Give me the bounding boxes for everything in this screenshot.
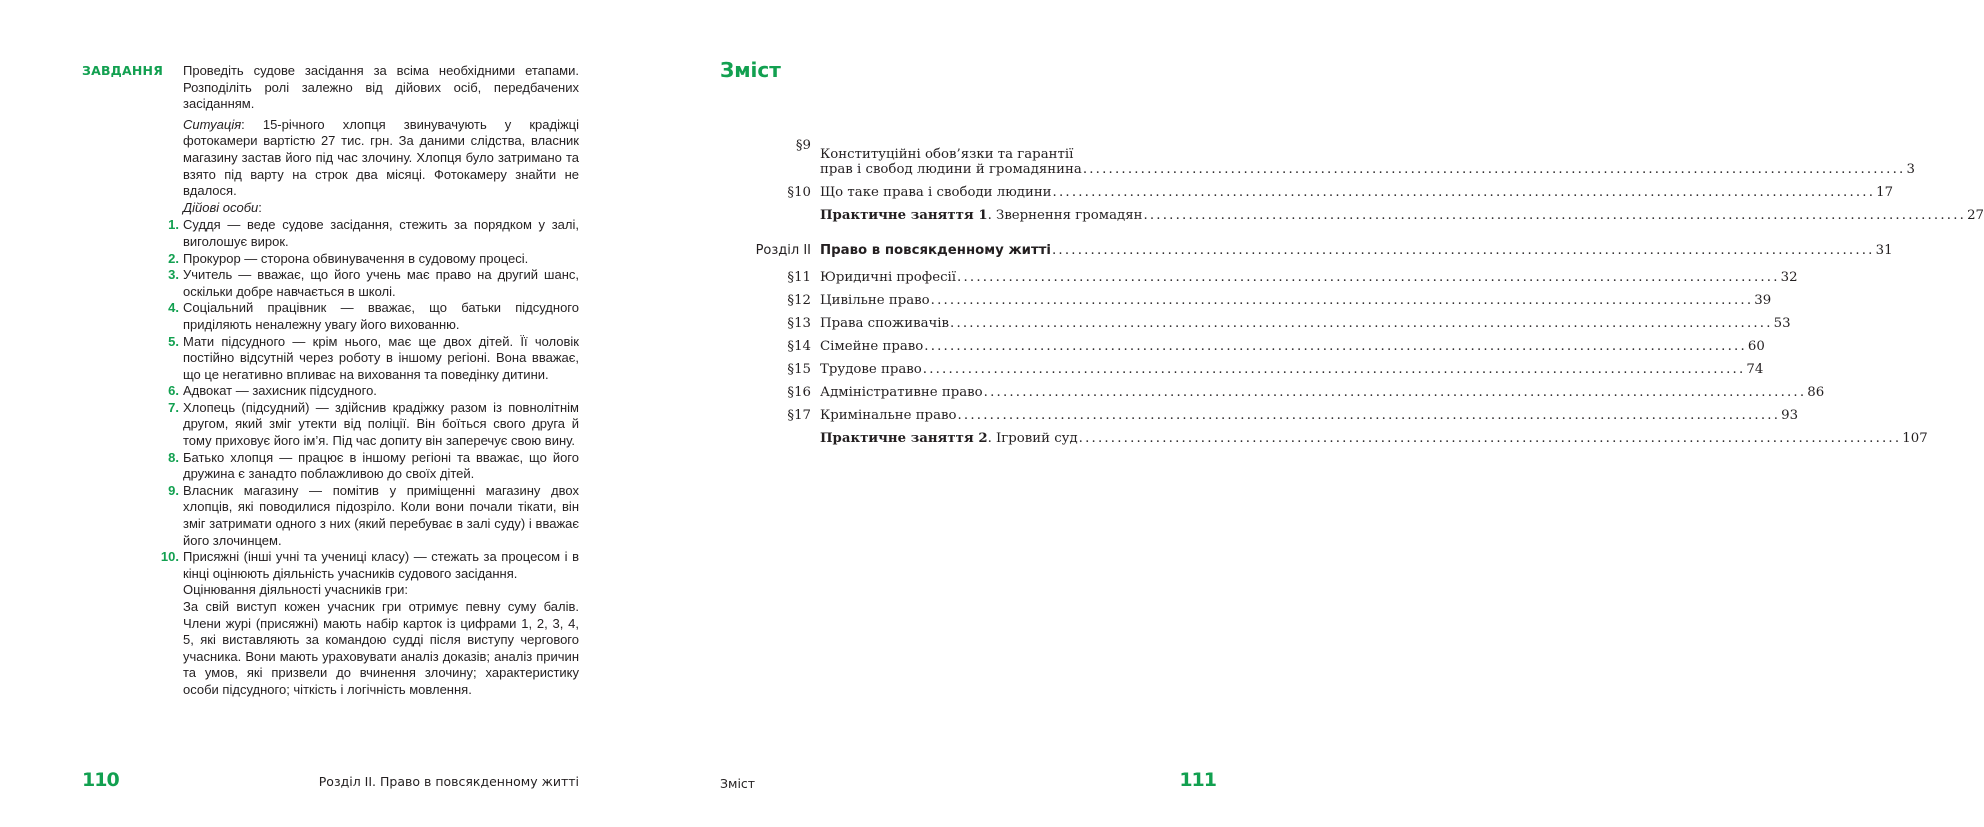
role-text: Прокурор — сторона обвинувачення в судовому процесі. (183, 250, 529, 266)
toc-section-title: Право в повсякденному житті (820, 243, 1051, 258)
toc-entry-number: §16 (787, 385, 811, 400)
toc-entry-title-line2: прав і свобод людини й громадянина (820, 162, 1082, 177)
leader-dots (1053, 185, 1876, 200)
toc-entry[interactable] (745, 331, 1765, 354)
toc-entry-title: . Ігровий суд (987, 431, 1078, 446)
running-head-right: Зміст (720, 776, 756, 791)
toc-entry[interactable] (745, 400, 1799, 423)
leader-dots (1052, 243, 1875, 258)
role-text: Учитель — вважає, що його учень має право на другий шанс, оскільки добре навчається в школі. (183, 267, 579, 299)
role-item (168, 383, 579, 400)
role-item (168, 217, 579, 250)
role-number: 3. (168, 267, 179, 283)
role-item (160, 549, 579, 582)
toc-entry[interactable] (745, 177, 1894, 200)
table-of-contents (745, 137, 1984, 446)
toc-title: Зміст (720, 58, 781, 82)
toc-section-entry[interactable] (745, 235, 1893, 258)
toc-entry[interactable] (745, 285, 1772, 308)
leader-dots (957, 270, 1780, 285)
toc-practical-label: Практичне заняття 2 (820, 431, 988, 446)
roles-heading: Дійові особи: (183, 199, 262, 215)
toc-page-ref: 74 (1746, 362, 1764, 377)
role-item (168, 333, 579, 384)
toc-entry[interactable] (745, 262, 1798, 285)
role-number: 10. (160, 549, 179, 565)
toc-entry-number: §17 (787, 408, 811, 423)
role-text: Адвокат — захисник підсудного. (183, 383, 377, 399)
toc-entry-title: Сімейне право (820, 339, 924, 354)
toc-page-ref: 31 (1875, 243, 1893, 258)
role-item (168, 250, 579, 268)
toc-entry-title: . Звернення громадян (987, 208, 1143, 223)
toc-entry-title: Цивільне право (820, 293, 930, 308)
task-body (160, 63, 579, 699)
toc-page-ref: 107 (1902, 431, 1928, 446)
toc-practical-label: Практичне заняття 1 (820, 208, 988, 223)
leader-dots (958, 408, 1781, 423)
toc-entry[interactable] (745, 377, 1825, 400)
situation-paragraph (183, 117, 579, 200)
toc-page-ref: 3 (1906, 162, 1915, 177)
situation-text: : 15-річного хлопця звинувачують у крадіжці фотокамери вартістю 27 тис. грн. За даними слідства, власник магазину застав його під час злочину. Хлопця було затримано та взято під варту на строк два місяці. Фотокамеру знайти не вдалося. (183, 116, 579, 199)
role-item (168, 449, 579, 483)
role-number: 8. (168, 449, 179, 465)
role-item (168, 300, 579, 333)
toc-entry-number: §15 (787, 362, 811, 377)
right-page (650, 0, 1984, 827)
toc-page-ref: 17 (1876, 185, 1894, 200)
role-text: Власник магазину — помітив у приміщенні магазину двох хлопців, які поводилися підозріло. Коли вони почали тікати, він зміг затримати одного з них (який перебуває в залі суду) і вважає його злочинцем. (183, 482, 579, 548)
toc-page-ref: 86 (1807, 385, 1825, 400)
toc-entry[interactable] (745, 137, 1915, 177)
toc-entry-practical[interactable] (745, 423, 1928, 446)
role-text: Хлопець (підсудний) — здійснив крадіжку разом із повнолітнім другом, який зміг утекти від поліції. Він боїться свого друга й тому приховує його ім’я. Під час допиту він заперечує свою вину. (183, 399, 579, 449)
toc-entry-number: §12 (787, 293, 811, 308)
role-item (168, 267, 579, 300)
role-text: Суддя — веде судове засідання, стежить за порядком у залі, виголошує вирок. (183, 217, 579, 249)
leader-dots (923, 362, 1746, 377)
role-text: Батько хлопця — працює в іншому регіоні та вважає, що його дружина є занадто поблажливою до своїх дітей. (183, 449, 579, 482)
toc-entry-number: §13 (787, 316, 811, 331)
toc-entry-title: Адміністративне право (820, 385, 983, 400)
toc-page-ref: 60 (1747, 339, 1765, 354)
leader-dots (931, 293, 1754, 308)
toc-entry-number: §10 (787, 185, 811, 200)
toc-page-ref: 27 (1967, 208, 1984, 223)
toc-entry[interactable] (745, 308, 1791, 331)
toc-page-ref: 39 (1754, 293, 1772, 308)
toc-entry-title: Права споживачів (820, 316, 950, 331)
evaluation-heading: Оцінювання діяльності учасників гри: (183, 582, 408, 598)
running-head-left: Розділ II. Право в повсякденному житті (318, 774, 579, 789)
role-number: 7. (168, 399, 179, 415)
toc-entry-title: Трудове право (820, 362, 922, 377)
page-number-left: 110 (82, 769, 119, 791)
situation-label: Ситуація (183, 116, 242, 132)
leader-dots (984, 385, 1807, 400)
toc-entry-number: §14 (787, 339, 811, 354)
toc-entry-number: §9 (795, 138, 811, 153)
role-number: 1. (168, 217, 179, 233)
roles-list (160, 217, 579, 582)
toc-entry-number: §11 (787, 270, 811, 285)
toc-entry-title: Що таке права і свободи людини (820, 185, 1052, 200)
evaluation-text: За свій виступ кожен учасник гри отримує певну суму балів. Члени журі (присяжні) мають набір карток із цифрами 1, 2, 3, 4, 5, які виставляють за командою судді після виступу чергового учасника. Вони мають ураховувати аналіз доказів; аналіз причин та умов, які призвели до вчинення злочину; характеристику особи підсудного; чіткість і логічність мовлення. (183, 599, 579, 697)
toc-entry-practical[interactable] (745, 200, 1984, 223)
toc-entry-title: Юридичні професії (820, 270, 957, 285)
task-intro: Проведіть судове засідання за всіма необхідними етапами. Розподіліть ролі залежно від дійових осіб, передбачених засіданням. (183, 63, 579, 112)
role-text: Мати підсудного — крім нього, має ще двох дітей. Її чоловік постійно відсутній через роботу в іншому регіоні. Вона вважає, що це негативно впливає на виховання та поведінку дитини. (183, 333, 579, 382)
role-number: 5. (168, 333, 179, 349)
role-text: Присяжні (інші учні та учениці класу) — стежать за процесом і в кінці оцінюють діяльність учасників судового засідання. (183, 549, 579, 581)
role-number: 9. (168, 482, 179, 498)
role-item (168, 482, 579, 549)
role-item (168, 399, 579, 450)
page-number-right: 111 (1179, 769, 1216, 791)
toc-entry[interactable] (745, 354, 1764, 377)
leader-dots (924, 339, 1747, 354)
toc-entry-title-line1: Конституційні обов’язки та гарантії (820, 147, 1074, 162)
role-number: 4. (168, 300, 179, 316)
toc-section-label: Розділ II (755, 243, 811, 258)
toc-page-ref: 53 (1773, 316, 1791, 331)
toc-page-ref: 93 (1781, 408, 1799, 423)
toc-entry-title: Кримінальне право (820, 408, 957, 423)
leader-dots (1143, 208, 1966, 223)
leader-dots (1079, 431, 1902, 446)
leader-dots (1083, 162, 1906, 177)
toc-page-ref: 32 (1780, 270, 1798, 285)
leader-dots (950, 316, 1773, 331)
role-number: 2. (168, 250, 179, 266)
role-text: Соціальний працівник — вважає, що батьки підсудного приділяють неналежну увагу його вихованню. (183, 300, 579, 332)
left-page (0, 0, 649, 827)
task-label: ЗАВДАННЯ (82, 63, 164, 78)
role-number: 6. (168, 383, 179, 399)
